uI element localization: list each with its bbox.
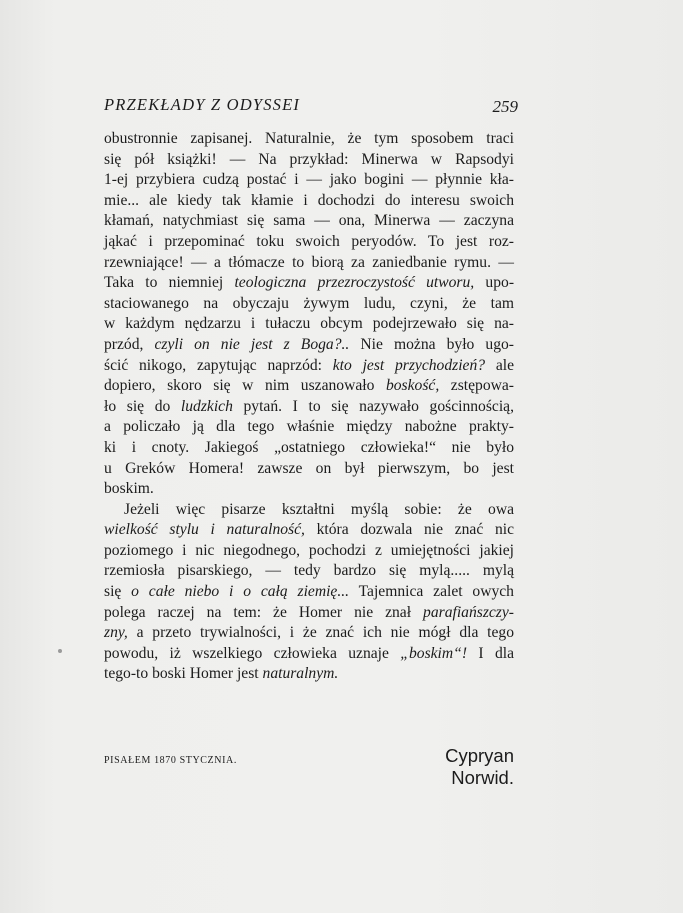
- text-line: [104, 170, 514, 191]
- italic-phrase: naturalnym.: [262, 665, 339, 683]
- text-line: [104, 314, 514, 335]
- text-segment: Tajemnica zalet owych: [349, 583, 514, 601]
- text-segment: ale: [485, 356, 514, 374]
- text-line: [104, 211, 514, 232]
- text-segment: powodu, iż wszelkiego człowieka uznaje: [104, 644, 401, 662]
- text-line: [104, 273, 514, 294]
- paper-speck: [58, 649, 62, 653]
- text-segment: jąkać i przepominać toku swoich peryodów. To jest roz-: [104, 232, 514, 250]
- running-header: PRZEKŁADY Z ODYSSEI: [104, 95, 301, 114]
- text-line: [104, 479, 514, 500]
- text-line: [104, 664, 514, 685]
- text-line: [104, 191, 514, 212]
- author-signature: Cypryan Norwid.: [445, 745, 514, 788]
- text-segment: ło się do: [104, 397, 181, 415]
- text-line: [104, 561, 514, 582]
- text-segment: zstępowa-: [439, 377, 514, 395]
- text-line: [104, 520, 514, 541]
- italic-phrase: zny,: [104, 624, 128, 642]
- text-segment: staciowanego na obyczaju żywym ludu, czyni, że tam: [104, 294, 514, 312]
- text-line: [104, 356, 514, 377]
- text-segment: która dozwala nie znać nic: [304, 521, 514, 539]
- text-segment: rzemiosła pisarskiego, — tedy bardzo się mylą..... mylą: [104, 562, 514, 580]
- text-line: [104, 603, 514, 624]
- italic-phrase: o całe niebo i o całą ziemię...: [131, 583, 350, 601]
- text-segment: dopiero, skoro się w nim uszanowało: [104, 377, 386, 395]
- text-segment: mie... ale kiedy tak kłamie i dochodzi do interesu swoich: [104, 191, 514, 209]
- italic-phrase: boskość,: [385, 377, 440, 395]
- italic-phrase: „boskim“!: [400, 644, 468, 662]
- text-segment: pytań. I to się nazywało gościnnością,: [232, 397, 514, 415]
- text-segment: 1-ej przybiera cudzą postać i — jako bogini — płynnie kła-: [104, 171, 514, 189]
- text-line: [104, 644, 514, 665]
- text-segment: ki i cnoty. Jakiegoś „ostatniego człowieka!“ nie było: [104, 438, 514, 456]
- text-line: [104, 582, 514, 603]
- text-segment: boskim.: [104, 480, 154, 498]
- text-segment: kłamań, natychmiast się sama — ona, Minerwa — zaczyna: [104, 212, 514, 230]
- italic-phrase: wielkość stylu i naturalność,: [104, 521, 305, 539]
- text-line: [104, 294, 514, 315]
- text-line: [104, 129, 514, 150]
- text-line: [104, 376, 514, 397]
- text-segment: się pół książki! — Na przykład: Minerwa w Rapsodyi: [104, 150, 514, 168]
- italic-phrase: kto jest przychodzień?: [332, 356, 486, 374]
- text-segment: Taka to niemniej: [104, 274, 235, 292]
- italic-phrase: teologiczna przezroczystość utworu,: [234, 274, 475, 292]
- text-line: [104, 253, 514, 274]
- text-segment: I dla: [467, 644, 514, 662]
- text-segment: obustronnie zapisanej. Naturalnie, że tym sposobem traci: [104, 130, 514, 147]
- italic-phrase: czyli on nie jest z Boga?..: [154, 335, 350, 353]
- text-line: [104, 541, 514, 562]
- text-segment: Nie można było ugo-: [349, 335, 514, 353]
- text-line: [104, 232, 514, 253]
- page-number: 259: [492, 97, 518, 116]
- text-segment: rzewniające! — a tłómacze to biorą za zaniedbanie rymu. —: [104, 253, 514, 271]
- body-text: [104, 129, 514, 685]
- text-line: [104, 335, 514, 356]
- text-segment: tego-to boski Homer jest: [104, 665, 263, 683]
- text-segment: się: [104, 583, 132, 601]
- text-segment: ścić nikogo, zapytując naprzód:: [104, 356, 333, 374]
- text-line: [104, 397, 514, 418]
- text-segment: a policzało ją dla tego właśnie między nabożne prakty-: [104, 418, 514, 436]
- text-line: [104, 500, 514, 521]
- text-segment: przód,: [104, 335, 155, 353]
- text-line: [104, 438, 514, 459]
- text-segment: upo-: [474, 274, 515, 292]
- text-segment: poziomego i nic niegodnego, pochodzi z umiejętności jakiej: [104, 541, 514, 559]
- text-segment: w każdym nędzarzu i tułaczu obcym podejrzewało się na-: [104, 315, 514, 333]
- text-line: [104, 459, 514, 480]
- italic-phrase: parafiańszczy-: [423, 603, 514, 621]
- text-segment: Jeżeli więc pisarze kształtni myślą sobie: że owa: [124, 500, 514, 518]
- text-segment: a przeto trywialności, i że znać ich nie mógł dla tego: [127, 624, 514, 642]
- text-line: [104, 150, 514, 171]
- text-segment: polega raczej na tem: że Homer nie znał: [104, 603, 424, 621]
- text-line: [104, 417, 514, 438]
- italic-phrase: ludzkich: [180, 397, 233, 415]
- text-segment: u Greków Homera! zawsze on był pierwszym, bo jest: [104, 459, 514, 477]
- text-line: [104, 623, 514, 644]
- dateline: PISAŁEM 1870 STYCZNIA.: [104, 755, 237, 766]
